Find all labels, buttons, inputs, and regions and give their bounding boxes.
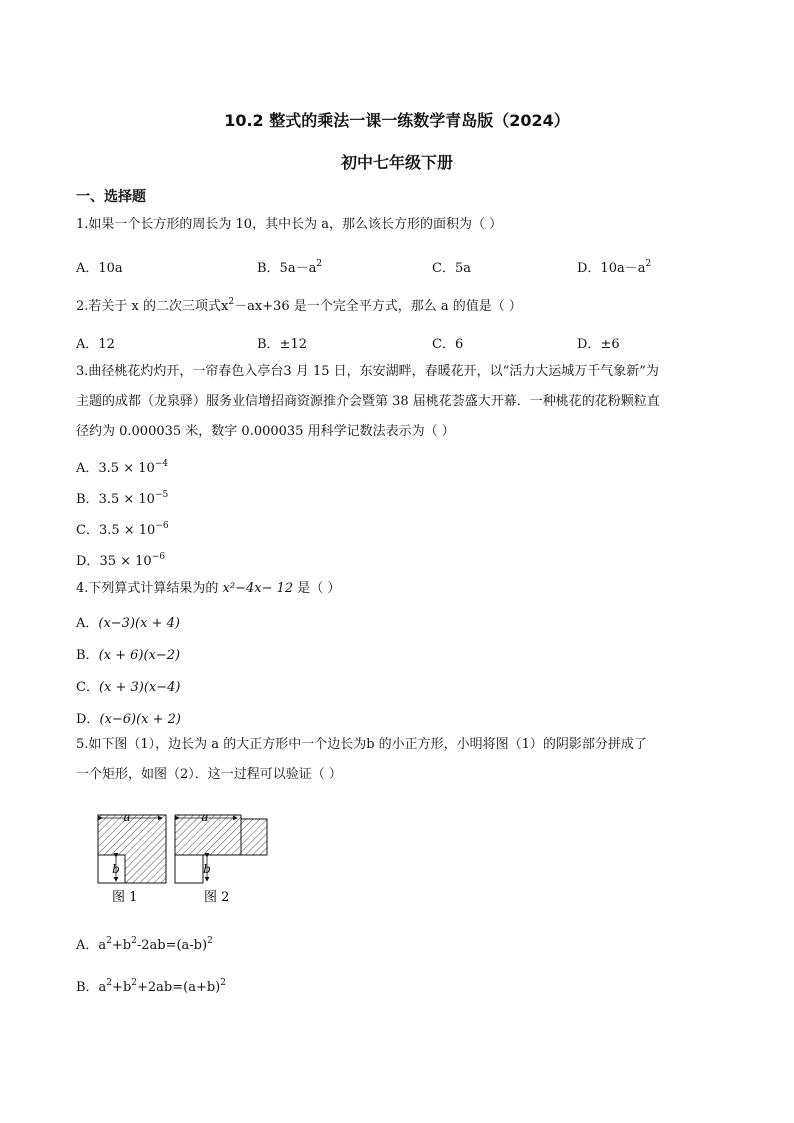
section-heading: 一、选择题 — [76, 189, 146, 205]
q3-option-b: B．$3.5 \times 10^{-5}$ — [76, 490, 169, 507]
q4-option-b: B．(x + 6)(x−2) — [76, 648, 181, 663]
question-1: 1.如果一个长方形的周长为 10，其中长为 a，那么该长方形的面积为（ ） — [76, 217, 503, 232]
fig1-label-b: b — [112, 862, 120, 876]
q3-line-1: 3.曲径桃花灼灼开，一帘春色入亭台3 月 15 日，东安湖畔，春暖花开，以“活力大运城万千气象新”为 — [76, 364, 659, 379]
fig2-label-a: a — [201, 810, 209, 824]
page-subtitle: 初中七年级下册 — [340, 153, 453, 172]
q3-line-3: 径约为 0.000035 米，数字 0.000035 用科学记数法表示为（ ） — [76, 424, 455, 439]
q2-option-c: C．6 — [432, 337, 464, 352]
q2-option-b: B．±12 — [257, 337, 307, 352]
fig2-extra-piece — [241, 819, 267, 855]
figure-1 — [98, 810, 166, 905]
figure-2 — [175, 810, 267, 905]
q4-option-c: C．(x + 3)(x−4) — [76, 680, 181, 695]
q3-line-2: 主题的成都（龙泉驿）服务业信增招商资源推介会暨第 38 届桃花荟盛大开幕．一种桃花的花粉颗粒直 — [76, 394, 660, 409]
fig2-label-b: b — [203, 862, 211, 876]
fig2-small-square — [175, 855, 203, 883]
q3-option-d: D．$35 \times 10^{-6}$ — [76, 552, 165, 569]
question-3 — [76, 357, 726, 447]
q5-option-b: B．$a^2+b^2+2ab=(a+b)^2$ — [76, 978, 226, 995]
question-5 — [76, 730, 726, 790]
fig1-caption: 图 1 — [112, 890, 138, 905]
q2-option-d: D．±6 — [577, 337, 620, 352]
q3-option-a: A．$3.5 \times 10^{-4}$ — [76, 459, 169, 476]
q2-option-a: A．12 — [76, 337, 115, 352]
q5-figure — [90, 805, 290, 910]
q5-option-a: A．$a^2+b^2-2ab=(a-b)^2$ — [76, 936, 213, 953]
q1-option-a: A．10a — [76, 261, 123, 276]
q4-option-a: A．(x−3)(x + 4) — [76, 616, 180, 631]
page-title: 10.2 整式的乘法一课一练数学青岛版（2024） — [224, 111, 570, 130]
q5-line-1: 5.如下图（1），边长为 a 的大正方形中一个边长为b 的小正方形，小明将图（1）的阴影部分拼成了 — [76, 737, 647, 752]
fig2-caption: 图 2 — [204, 890, 230, 905]
fig1-label-a: a — [123, 810, 131, 824]
q5-line-2: 一个矩形，如图（2）．这一过程可以验证（ ） — [76, 767, 342, 782]
question-2: 2.若关于 x 的二次三项式$x^2-ax+36$ 是一个完全平方式，那么 a 的值是（ ） — [76, 297, 522, 314]
q3-option-c: C．$3.5 \times 10^{-6}$ — [76, 521, 169, 538]
q1-option-c: C．5a — [432, 261, 471, 276]
q1-option-b: B．$5a-a^2$ — [257, 259, 323, 276]
question-4: 4.下列算式计算结果为的 x²−4x− 12 是（ ） — [76, 581, 341, 596]
q4-option-d: D．(x−6)(x + 2) — [76, 712, 181, 727]
q1-option-d: D．$10a-a^2$ — [577, 259, 652, 276]
